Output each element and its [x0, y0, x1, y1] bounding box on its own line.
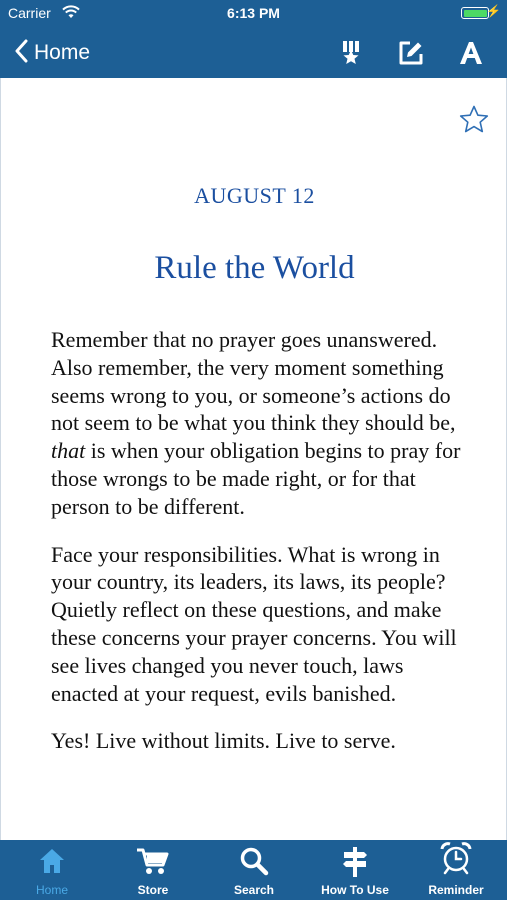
tab-label: How To Use [321, 883, 389, 897]
navigation-bar [0, 28, 507, 78]
reading-title: Rule the World [154, 250, 355, 286]
tab-store[interactable] [103, 840, 203, 900]
reading-date: AUGUST 12 [194, 183, 315, 208]
alarm-clock-icon [439, 841, 473, 875]
back-button[interactable] [14, 38, 90, 68]
battery-icon [461, 7, 489, 19]
ribbon-award-icon[interactable] [336, 38, 366, 68]
tab-bar [0, 840, 507, 900]
font-size-icon[interactable] [456, 38, 486, 68]
signpost-icon [340, 846, 370, 878]
status-bar [0, 0, 507, 28]
tab-label: Reminder [428, 883, 484, 897]
reading-content[interactable] [0, 78, 507, 840]
chevron-left-icon [14, 39, 28, 68]
paragraph-text: Remember that no prayer goes unanswered. Also remember, the very moment something seems wrong to you, or someone’s actions do not seem to be what you think they should be, [51, 327, 456, 436]
house-icon [37, 846, 67, 876]
tab-label: Home [35, 883, 68, 897]
body-paragraph [51, 326, 461, 521]
paragraph-text: is when your obligation begins to pray for those wrongs to be made right, or for that person to be different. [51, 438, 461, 519]
search-icon [239, 846, 269, 876]
italic-emphasis: that [51, 438, 86, 464]
tab-how-to-use[interactable] [305, 840, 405, 900]
body-paragraph: Yes! Live without limits. Live to serve. [51, 728, 396, 754]
charging-icon: ⚡ [486, 4, 501, 18]
tab-home[interactable] [2, 840, 102, 900]
cart-icon [136, 846, 170, 876]
back-button-label: Home [34, 41, 91, 64]
tab-label: Store [137, 883, 169, 897]
tab-search[interactable] [204, 840, 304, 900]
reading-body [51, 326, 461, 775]
tab-label: Search [233, 883, 275, 897]
favorite-star-icon[interactable] [458, 104, 490, 136]
edit-note-icon[interactable] [396, 38, 426, 68]
body-paragraph: Face your responsibilities. What is wrong in your country, its leaders, its laws, its people? Quietly reflect on these questions, and make these concerns your prayer concerns. You will see lives changed you never touch, laws enacted at your request, evils banished. [51, 541, 457, 706]
carrier-label: Carrier [8, 5, 51, 21]
clock-time: 6:13 PM [227, 5, 280, 21]
tab-reminder[interactable] [406, 840, 506, 900]
